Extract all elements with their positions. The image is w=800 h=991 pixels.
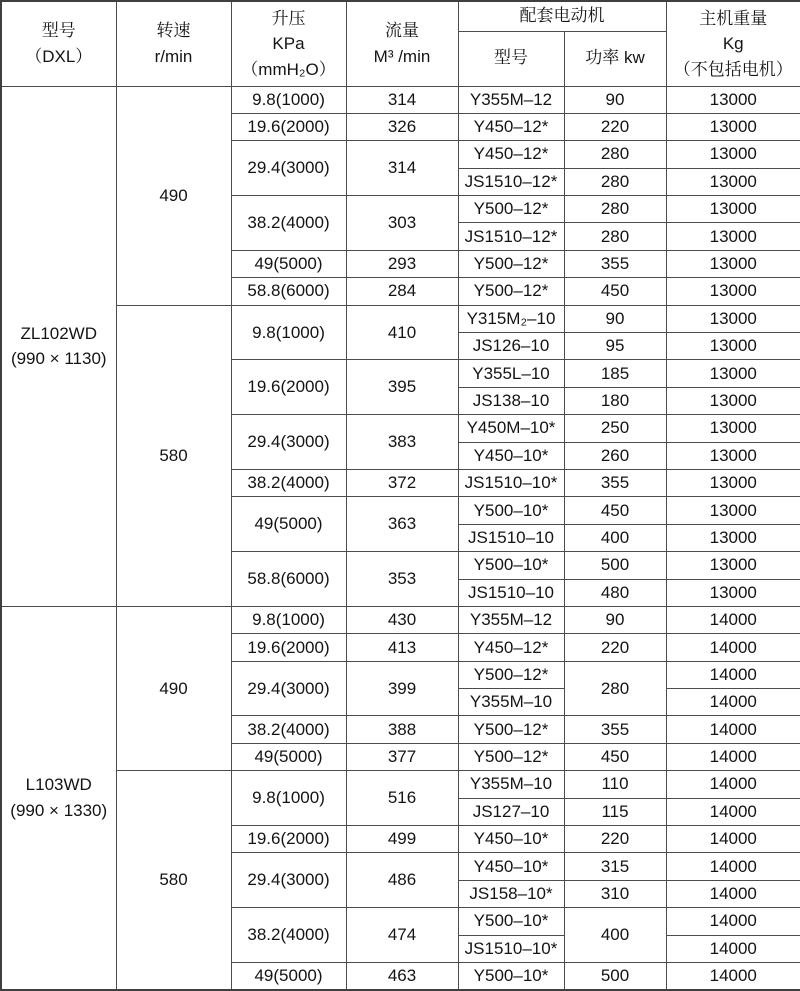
table-row (1, 86, 800, 113)
weight-cell: 14000 (666, 935, 800, 962)
pressure-cell: 29.4(3000) (231, 661, 346, 716)
weight-cell: 14000 (666, 716, 800, 743)
motor-power-cell: 450 (564, 743, 666, 770)
pressure-cell: 38.2(4000) (231, 716, 346, 743)
motor-model-cell: Y500–12* (458, 661, 564, 688)
motor-power-cell: 315 (564, 853, 666, 880)
weight-cell: 13000 (666, 305, 800, 332)
weight-cell: 13000 (666, 415, 800, 442)
pressure-cell: 19.6(2000) (231, 826, 346, 853)
motor-power-cell: 280 (564, 196, 666, 223)
motor-power-cell: 400 (564, 908, 666, 963)
table-row (1, 305, 800, 332)
motor-model-cell: Y500–10* (458, 497, 564, 524)
motor-model-cell: Y500–10* (458, 908, 564, 935)
motor-power-cell: 450 (564, 278, 666, 305)
header-pressure-line1: 升压 (271, 8, 306, 28)
header-speed-line1: 转速 (156, 21, 191, 41)
motor-power-cell: 500 (564, 552, 666, 579)
motor-power-cell: 90 (564, 305, 666, 332)
flow-cell: 377 (346, 743, 458, 770)
weight-cell: 13000 (666, 223, 800, 250)
model-name: L103WD (25, 775, 92, 795)
speed-cell: 580 (116, 771, 231, 990)
header-motor-power: 功率 kw (564, 31, 666, 86)
speed-cell: 490 (116, 86, 231, 305)
motor-model-cell: Y500–12* (458, 278, 564, 305)
weight-cell: 13000 (666, 387, 800, 414)
motor-power-cell: 355 (564, 716, 666, 743)
weight-cell: 14000 (666, 634, 800, 661)
flow-cell: 486 (346, 853, 458, 908)
weight-cell: 13000 (666, 497, 800, 524)
motor-model-cell: Y450–10* (458, 826, 564, 853)
flow-cell: 413 (346, 634, 458, 661)
motor-model-cell: Y500–10* (458, 963, 564, 991)
pressure-cell: 49(5000) (231, 963, 346, 991)
weight-cell: 14000 (666, 908, 800, 935)
weight-cell: 13000 (666, 86, 800, 113)
pressure-cell: 38.2(4000) (231, 908, 346, 963)
header-motor-group: 配套电动机 (458, 1, 666, 31)
pressure-cell: 38.2(4000) (231, 196, 346, 251)
flow-cell: 395 (346, 360, 458, 415)
weight-cell: 13000 (666, 524, 800, 551)
weight-cell: 13000 (666, 113, 800, 140)
header-flow (346, 1, 458, 86)
motor-model-cell: Y500–10* (458, 552, 564, 579)
pressure-cell: 19.6(2000) (231, 360, 346, 415)
table-header (1, 1, 800, 86)
flow-cell: 516 (346, 771, 458, 826)
weight-cell: 14000 (666, 880, 800, 907)
model-cell (1, 606, 116, 990)
motor-model-cell: JS126–10 (458, 333, 564, 360)
flow-cell: 430 (346, 606, 458, 633)
motor-model-cell: JS158–10* (458, 880, 564, 907)
flow-cell: 463 (346, 963, 458, 991)
pressure-cell: 58.8(6000) (231, 552, 346, 607)
flow-cell: 383 (346, 415, 458, 470)
motor-model-cell: JS1510–10 (458, 524, 564, 551)
motor-power-cell: 260 (564, 442, 666, 469)
motor-model-cell: JS127–10 (458, 798, 564, 825)
motor-power-cell: 220 (564, 826, 666, 853)
motor-power-cell: 250 (564, 415, 666, 442)
header-flow-line2: M³ /min (373, 46, 431, 66)
weight-cell: 13000 (666, 278, 800, 305)
model-size: (990 × 1130) (10, 349, 107, 369)
flow-cell: 314 (346, 86, 458, 113)
header-weight (666, 1, 800, 86)
model-cell (1, 86, 116, 606)
motor-model-cell: Y450–12* (458, 141, 564, 168)
motor-model-cell: Y500–12* (458, 716, 564, 743)
speed-cell: 580 (116, 305, 231, 606)
motor-model-cell: Y355M–10 (458, 689, 564, 716)
pressure-cell: 19.6(2000) (231, 634, 346, 661)
motor-power-cell: 400 (564, 524, 666, 551)
weight-cell: 13000 (666, 442, 800, 469)
pressure-cell: 19.6(2000) (231, 113, 346, 140)
motor-power-cell: 280 (564, 141, 666, 168)
motor-model-cell: Y500–12* (458, 743, 564, 770)
motor-power-cell: 480 (564, 579, 666, 606)
motor-power-cell: 500 (564, 963, 666, 991)
weight-cell: 14000 (666, 661, 800, 688)
header-weight-line2: Kg (722, 34, 744, 53)
pressure-cell: 9.8(1000) (231, 86, 346, 113)
motor-power-cell: 95 (564, 333, 666, 360)
pressure-cell: 58.8(6000) (231, 278, 346, 305)
motor-power-cell: 280 (564, 223, 666, 250)
motor-power-cell: 180 (564, 387, 666, 414)
motor-model-cell: Y315M₂–10 (458, 305, 564, 332)
motor-model-cell: Y450–10* (458, 853, 564, 880)
flow-cell: 303 (346, 196, 458, 251)
motor-power-cell: 220 (564, 113, 666, 140)
speed-cell: 490 (116, 606, 231, 770)
motor-power-cell: 115 (564, 798, 666, 825)
pressure-cell: 29.4(3000) (231, 141, 346, 196)
weight-cell: 13000 (666, 168, 800, 195)
weight-cell: 14000 (666, 689, 800, 716)
flow-cell: 314 (346, 141, 458, 196)
motor-model-cell: Y450M–10* (458, 415, 564, 442)
weight-cell: 13000 (666, 196, 800, 223)
pressure-cell: 9.8(1000) (231, 305, 346, 360)
header-speed (116, 1, 231, 86)
weight-cell: 13000 (666, 469, 800, 496)
motor-model-cell: JS1510–10* (458, 469, 564, 496)
flow-cell: 399 (346, 661, 458, 716)
weight-cell: 13000 (666, 360, 800, 387)
motor-model-cell: Y355M–12 (458, 86, 564, 113)
motor-model-cell: Y450–12* (458, 113, 564, 140)
motor-power-cell: 110 (564, 771, 666, 798)
flow-cell: 284 (346, 278, 458, 305)
motor-power-cell: 310 (564, 880, 666, 907)
motor-model-cell: Y500–12* (458, 250, 564, 277)
weight-cell: 14000 (666, 853, 800, 880)
motor-power-cell: 355 (564, 250, 666, 277)
table-body (1, 86, 800, 990)
motor-model-cell: JS1510–12* (458, 223, 564, 250)
model-name: ZL102WD (20, 323, 98, 343)
motor-model-cell: Y500–12* (458, 196, 564, 223)
header-model (1, 1, 116, 86)
header-weight-line1: 主机重量 (699, 8, 768, 28)
weight-cell: 14000 (666, 798, 800, 825)
motor-model-cell: JS1510–10 (458, 579, 564, 606)
pressure-cell: 49(5000) (231, 497, 346, 552)
motor-power-cell: 355 (564, 469, 666, 496)
flow-cell: 474 (346, 908, 458, 963)
header-weight-line3: （不包括电机） (673, 59, 793, 79)
pressure-cell: 38.2(4000) (231, 469, 346, 496)
header-flow-line1: 流量 (385, 21, 419, 41)
weight-cell: 13000 (666, 579, 800, 606)
flow-cell: 372 (346, 469, 458, 496)
header-pressure-line2: KPa (272, 34, 305, 53)
table-row (1, 771, 800, 798)
motor-power-cell: 450 (564, 497, 666, 524)
flow-cell: 388 (346, 716, 458, 743)
header-motor-model: 型号 (458, 31, 564, 86)
table-row (1, 606, 800, 633)
motor-power-cell: 90 (564, 606, 666, 633)
flow-cell: 326 (346, 113, 458, 140)
header-speed-line2: r/min (154, 46, 193, 66)
header-model-line1: 型号 (41, 21, 76, 41)
flow-cell: 363 (346, 497, 458, 552)
motor-power-cell: 280 (564, 661, 666, 716)
header-model-line2: （DXL） (25, 46, 93, 66)
motor-model-cell: Y355M–12 (458, 606, 564, 633)
motor-power-cell: 185 (564, 360, 666, 387)
pressure-cell: 9.8(1000) (231, 606, 346, 633)
header-pressure-line3: （mmH₂O） (241, 59, 336, 79)
flow-cell: 293 (346, 250, 458, 277)
motor-power-cell: 90 (564, 86, 666, 113)
motor-model-cell: JS1510–12* (458, 168, 564, 195)
motor-power-cell: 220 (564, 634, 666, 661)
weight-cell: 14000 (666, 743, 800, 770)
motor-model-cell: Y355M–10 (458, 771, 564, 798)
motor-power-cell: 280 (564, 168, 666, 195)
pressure-cell: 9.8(1000) (231, 771, 346, 826)
weight-cell: 14000 (666, 771, 800, 798)
weight-cell: 13000 (666, 552, 800, 579)
header-pressure (231, 1, 346, 86)
pressure-cell: 49(5000) (231, 743, 346, 770)
weight-cell: 14000 (666, 826, 800, 853)
motor-model-cell: Y450–12* (458, 634, 564, 661)
pressure-cell: 29.4(3000) (231, 853, 346, 908)
pressure-cell: 29.4(3000) (231, 415, 346, 470)
motor-model-cell: JS138–10 (458, 387, 564, 414)
flow-cell: 499 (346, 826, 458, 853)
flow-cell: 353 (346, 552, 458, 607)
pressure-cell: 49(5000) (231, 250, 346, 277)
weight-cell: 13000 (666, 141, 800, 168)
weight-cell: 13000 (666, 250, 800, 277)
flow-cell: 410 (346, 305, 458, 360)
weight-cell: 14000 (666, 963, 800, 991)
weight-cell: 13000 (666, 333, 800, 360)
weight-cell: 14000 (666, 606, 800, 633)
model-size: (990 × 1330) (10, 800, 108, 820)
motor-model-cell: Y355L–10 (458, 360, 564, 387)
motor-model-cell: JS1510–10* (458, 935, 564, 962)
motor-model-cell: Y450–10* (458, 442, 564, 469)
